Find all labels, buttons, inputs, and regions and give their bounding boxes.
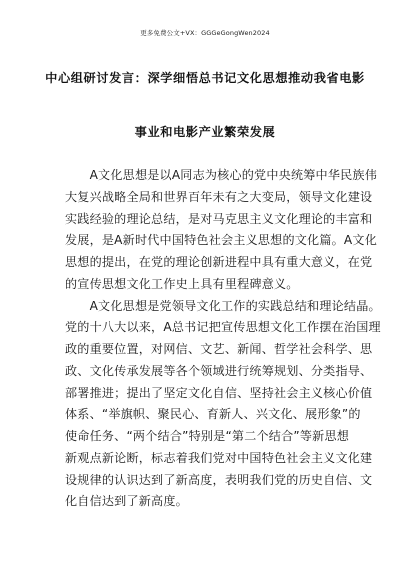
body-line: 的宣传思想文化工作史上具有里程碑意义。 xyxy=(65,276,299,291)
body-line: 化自信达到了新高度。 xyxy=(65,494,188,509)
body-line: 发展，是A新时代中国特色社会主义思想的文化篇。A文化 xyxy=(65,233,377,248)
body-line: 设规律的认识达到了新高度，表明我们党的历史自信、文 xyxy=(65,472,373,487)
body-line: 体系、“举旗帜、聚民心、育新人、兴文化、展形象”的 xyxy=(65,407,361,422)
body-line: 实践经验的理论总结，是对马克思主义文化理论的丰富和 xyxy=(65,211,373,226)
document-title-line-1: 中心组研讨发言：深学细悟总书记文化思想推动我省电影 xyxy=(45,71,365,85)
document-body xyxy=(65,165,381,513)
body-line: 新观点新论断，标志着我们党对中国特色社会主义文化建 xyxy=(65,450,373,465)
body-line: 政的重要位置，对网信、文艺、新闻、哲学社会科学、思 xyxy=(65,342,373,356)
body-line: A文化思想是党领导文化工作的实践总结和理论结晶。 xyxy=(65,298,381,313)
header-note: 更多免费公文+VX：GGGeGongWen2024 xyxy=(140,29,270,37)
body-line: 思想的提出，在党的理论创新进程中具有重大意义，在党 xyxy=(65,255,373,269)
body-line: 大复兴战略全局和世界百年未有之大变局，领导文化建设 xyxy=(65,189,373,204)
body-line: 政、文化传承发展等各个领域进行统筹规划、分类指导、 xyxy=(65,363,373,378)
document-title-line-2: 事业和电影产业繁荣发展 xyxy=(134,125,276,139)
body-line: 使命任务、“两个结合”特别是“第二个结合”等新思想 xyxy=(65,429,350,443)
body-line: A文化思想是以A同志为核心的党中央统筹中华民族伟 xyxy=(65,168,377,182)
body-line: 党的十八大以来，A总书记把宣传思想文化工作摆在治国理 xyxy=(65,320,381,335)
body-line: 部署推进；提出了坚定文化自信、坚持社会主义核心价值 xyxy=(65,385,373,400)
